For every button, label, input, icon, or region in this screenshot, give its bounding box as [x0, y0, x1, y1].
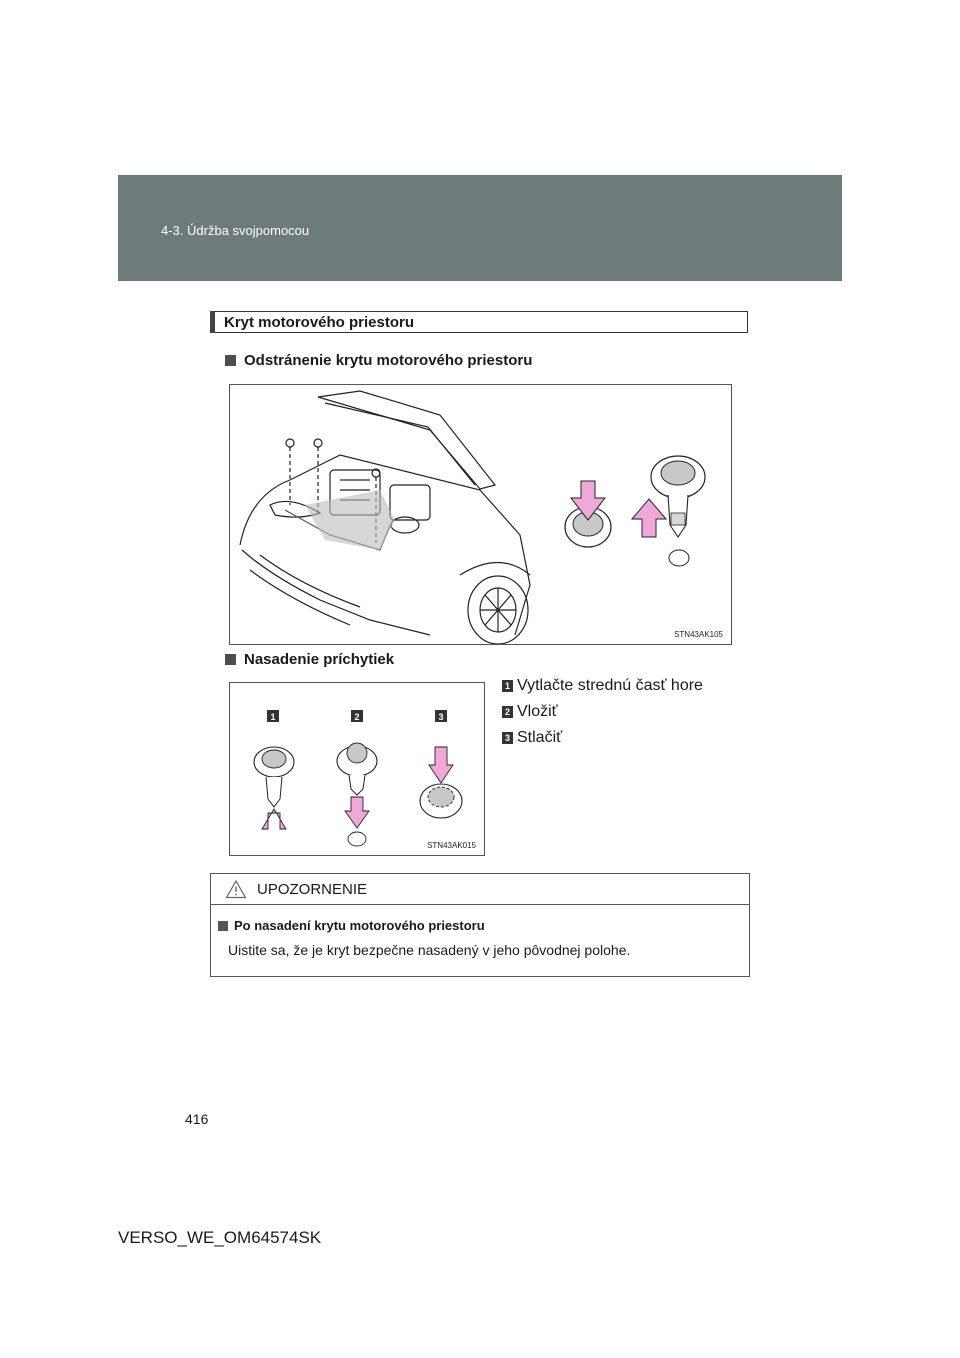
header-band [118, 175, 842, 281]
svg-text:1: 1 [270, 712, 276, 722]
header-section-title: 4-3. Údržba svojpomocou [161, 223, 310, 238]
svg-text:2: 2 [354, 712, 360, 722]
installation-figure-code: STN43AK015 [427, 841, 476, 850]
removal-heading-text: Odstránenie krytu motorového priestoru [244, 352, 533, 369]
section-title: Kryt motorového priestoru [224, 314, 415, 331]
removal-figure-code: STN43AK105 [674, 630, 723, 639]
caution-subheading [218, 918, 485, 933]
caution-box [210, 873, 750, 977]
installation-steps [502, 676, 703, 754]
clip-installation-illustration [230, 683, 484, 855]
page-number: 416 [185, 1111, 209, 1127]
warning-triangle-icon [225, 879, 247, 899]
installation-heading-text: Nasadenie príchytiek [244, 651, 395, 668]
step-text: Stlačiť [517, 729, 563, 746]
caution-text: Uistite sa, že je kryt bezpečne nasadený v jeho pôvodnej polohe. [228, 942, 631, 958]
engine-compartment-illustration [230, 385, 731, 644]
caution-header [211, 874, 749, 905]
step-text: Vložiť [517, 703, 558, 720]
step-text: Vytlačte strednú časť hore [517, 677, 703, 694]
step-1 [502, 676, 703, 696]
installation-heading [225, 651, 394, 668]
removal-heading [225, 352, 532, 369]
section-title-box [210, 311, 748, 333]
step-2 [502, 702, 703, 722]
engine-cover-removal-figure [229, 384, 732, 645]
step-number-badge: 3 [502, 732, 513, 744]
caution-label: UPOZORNENIE [257, 881, 368, 898]
document-code: VERSO_WE_OM64574SK [118, 1228, 322, 1247]
caution-subheading-text: Po nasadení krytu motorového priestoru [234, 918, 485, 933]
clip-installation-figure [229, 682, 485, 856]
step-number-badge: 1 [502, 680, 513, 692]
step-3 [502, 728, 703, 748]
square-bullet-icon [225, 654, 236, 665]
svg-text:3: 3 [438, 712, 444, 722]
section-title-bar [210, 311, 215, 333]
square-bullet-icon [225, 355, 236, 366]
square-bullet-icon [218, 921, 228, 931]
step-number-badge: 2 [502, 706, 513, 718]
